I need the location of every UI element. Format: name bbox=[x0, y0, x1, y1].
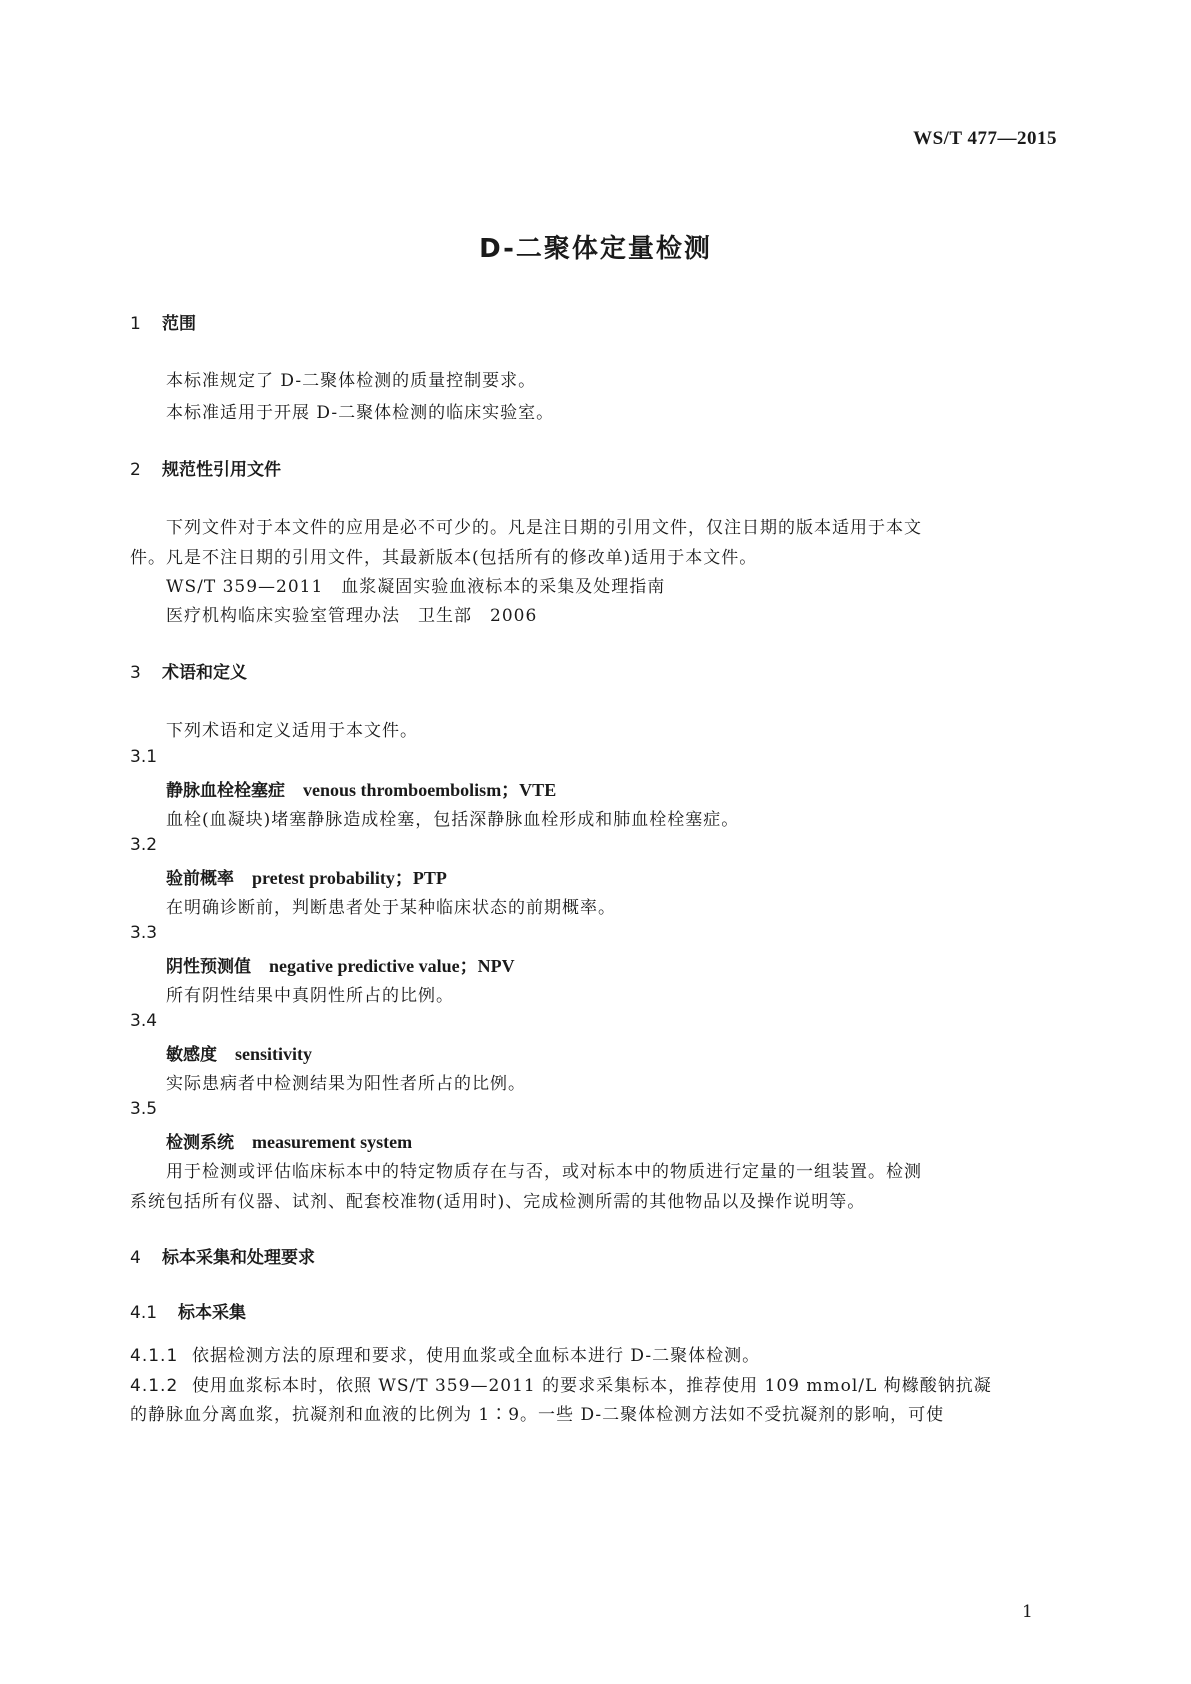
section-title: 标本采集和处理要求 bbox=[162, 1248, 315, 1268]
standard-code: WS/T 477—2015 bbox=[913, 128, 1057, 149]
clause-number: 4.1.2 bbox=[130, 1376, 179, 1396]
section-number: 2 bbox=[130, 460, 141, 480]
term-en: pretest probability；PTP bbox=[252, 868, 447, 888]
term-number: 3.2 bbox=[130, 835, 158, 855]
term-zh: 静脉血栓栓塞症 bbox=[166, 781, 285, 801]
term-number: 3.1 bbox=[130, 747, 158, 767]
section-2-heading bbox=[130, 455, 281, 480]
section-title: 规范性引用文件 bbox=[162, 460, 281, 480]
term-definition: 在明确诊断前，判断患者处于某种临床状态的前期概率。 bbox=[166, 898, 616, 918]
term-en: venous thromboembolism；VTE bbox=[303, 780, 557, 800]
subsection-number: 4.1 bbox=[130, 1303, 158, 1323]
term-definition: 系统包括所有仪器、试剂、配套校准物(适用时)、完成检测所需的其他物品以及操作说明等。 bbox=[130, 1192, 866, 1212]
term-definition: 所有阴性结果中真阴性所占的比例。 bbox=[166, 986, 454, 1006]
term-zh: 验前概率 bbox=[166, 869, 234, 889]
page-number: 1 bbox=[1022, 1602, 1033, 1622]
paragraph: 件。凡是不注日期的引用文件，其最新版本(包括所有的修改单)适用于本文件。 bbox=[130, 548, 758, 568]
subsection-4-1-heading bbox=[130, 1298, 246, 1323]
clause-4-1-2 bbox=[130, 1371, 992, 1396]
clause-text-continued: 的静脉血分离血浆，抗凝剂和血液的比例为 1∶9。一些 D-二聚体检测方法如不受抗凝剂的影响，可使 bbox=[130, 1405, 945, 1425]
section-title: 范围 bbox=[162, 314, 196, 334]
term-number: 3.3 bbox=[130, 923, 158, 943]
term-en: negative predictive value；NPV bbox=[269, 956, 515, 976]
document-title: D-二聚体定量检测 bbox=[479, 234, 712, 264]
section-title: 术语和定义 bbox=[162, 663, 247, 683]
term-definition: 实际患病者中检测结果为阳性者所占的比例。 bbox=[166, 1074, 526, 1094]
term-number: 3.4 bbox=[130, 1011, 158, 1031]
term-zh: 敏感度 bbox=[166, 1045, 217, 1065]
term-en: sensitivity bbox=[235, 1044, 313, 1064]
paragraph: 本标准规定了 D-二聚体检测的质量控制要求。 bbox=[166, 371, 537, 391]
paragraph: 下列文件对于本文件的应用是必不可少的。凡是注日期的引用文件，仅注日期的版本适用于本文 bbox=[166, 518, 922, 538]
section-number: 3 bbox=[130, 663, 141, 683]
term-definition: 血栓(血凝块)堵塞静脉造成栓塞，包括深静脉血栓形成和肺血栓栓塞症。 bbox=[166, 810, 740, 830]
term-heading bbox=[166, 864, 447, 890]
term-definition: 用于检测或评估临床标本中的特定物质存在与否，或对标本中的物质进行定量的一组装置。检测 bbox=[166, 1162, 922, 1182]
term-heading bbox=[166, 952, 515, 978]
term-heading bbox=[166, 776, 556, 802]
clause-number: 4.1.1 bbox=[130, 1346, 179, 1366]
term-zh: 阴性预测值 bbox=[166, 957, 251, 977]
clause-text: 使用血浆标本时，依照 WS/T 359—2011 的要求采集标本，推荐使用 109 mmol/L 枸橼酸钠抗凝 bbox=[192, 1376, 992, 1396]
section-3-heading bbox=[130, 658, 247, 683]
reference-item: WS/T 359—2011 血浆凝固实验血液标本的采集及处理指南 bbox=[166, 577, 666, 597]
section-1-heading bbox=[130, 309, 196, 334]
paragraph: 本标准适用于开展 D-二聚体检测的临床实验室。 bbox=[166, 403, 555, 423]
subsection-title: 标本采集 bbox=[178, 1303, 246, 1323]
clause-text: 依据检测方法的原理和要求，使用血浆或全血标本进行 D-二聚体检测。 bbox=[192, 1346, 761, 1366]
paragraph: 下列术语和定义适用于本文件。 bbox=[166, 721, 418, 741]
term-heading bbox=[166, 1128, 412, 1153]
reference-item: 医疗机构临床实验室管理办法 卫生部 2006 bbox=[166, 606, 538, 626]
term-en: measurement system bbox=[252, 1132, 413, 1152]
term-zh: 检测系统 bbox=[166, 1133, 234, 1153]
term-heading bbox=[166, 1040, 312, 1065]
section-number: 1 bbox=[130, 314, 141, 334]
term-number: 3.5 bbox=[130, 1099, 158, 1119]
section-number: 4 bbox=[130, 1248, 141, 1268]
section-4-heading bbox=[130, 1243, 315, 1268]
clause-4-1-1 bbox=[130, 1341, 760, 1366]
